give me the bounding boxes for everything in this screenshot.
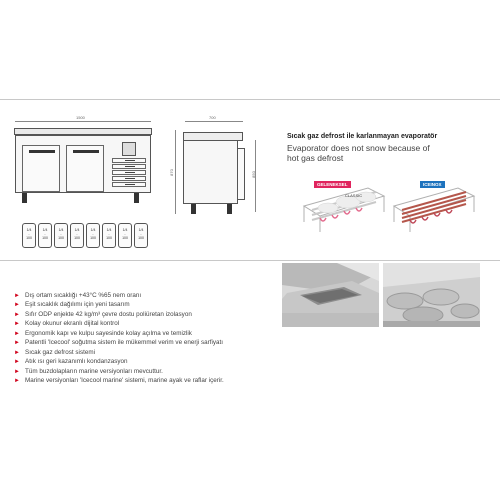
gn-pan-label: 1/4 [58, 228, 64, 232]
gn-pan-label: 100 [26, 236, 32, 240]
feature-item [12, 348, 292, 357]
gn-pan [118, 223, 132, 248]
gn-pan [22, 223, 36, 248]
drawer [112, 176, 146, 181]
right-door [66, 145, 104, 192]
leg [22, 193, 27, 203]
feature-text: Patentli 'Icecool' soğutma sistem ile mükemmel verim ve enerji sarfiyatı [25, 339, 224, 347]
feature-text: Sıfır ODP enjekte 42 kg/m³ çevre dostu poliüretan izolasyon [25, 310, 192, 318]
bullet-arrow-icon: ► [14, 349, 20, 356]
feature-item [12, 338, 292, 347]
gn-pan-label: 100 [106, 236, 112, 240]
classic-tag-label: GELENEKSEL [317, 182, 348, 187]
feature-text: Sıcak gaz defrost sistemi [25, 348, 95, 356]
gn-pan-label: 100 [90, 236, 96, 240]
gn-pan-label: 1/4 [26, 228, 32, 232]
bullet-arrow-icon: ► [14, 359, 20, 366]
gn-pan [70, 223, 84, 248]
evaporator-subtitle-line1: Evaporator does not snow because of [287, 143, 430, 153]
feature-item [12, 367, 292, 376]
feature-text: Ergonomik kapı ve kulpu sayesinde kolay açılma ve temizlik [25, 329, 192, 337]
depth-dimension-line [185, 121, 243, 122]
feature-item [12, 357, 292, 366]
gn-pan-label: 1/4 [138, 228, 144, 232]
bullet-arrow-icon: ► [14, 378, 20, 385]
feature-text: Marine versiyonları 'Icecool marine' sistemi, marine ayak ve raflar içerir. [25, 377, 224, 385]
feature-item [12, 329, 292, 338]
feature-text: Dış ortam sıcaklığı +43°C %65 nem oranı [25, 292, 142, 299]
gn-pan-label: 100 [42, 236, 48, 240]
feature-text: Tüm buzdolapların marine versiyonları mevcuttur. [25, 367, 163, 375]
left-door-handle [29, 150, 55, 153]
height-dimension-line [175, 130, 176, 214]
gn-pan [54, 223, 68, 248]
feature-item [12, 291, 292, 300]
feature-text: Eşit sıcaklık dağılımı için yeni tasarım [25, 301, 130, 309]
gn-pan-label: - [124, 232, 126, 236]
middle-divider [0, 260, 500, 261]
bullet-arrow-icon: ► [14, 302, 20, 309]
gn-pan-label: - [44, 232, 46, 236]
side-body [183, 140, 238, 204]
side-leg [191, 204, 196, 214]
feature-item [12, 310, 292, 319]
open-lid-photo [282, 263, 379, 327]
feature-item [12, 300, 292, 309]
gn-pan-label: 1/4 [122, 228, 128, 232]
evaporator-title: Sıcak gaz defrost ile karlanmayan evaporatör [287, 133, 438, 140]
feature-list [12, 291, 292, 386]
gn-pan-label: 1/4 [106, 228, 112, 232]
drawer [112, 158, 146, 163]
classic-sublabel: CLASSIC [345, 193, 363, 198]
bullet-arrow-icon: ► [14, 321, 20, 328]
height-dimension-label-a: 870 [168, 169, 174, 176]
evaporator-subtitle-line2: hot gas defrost [287, 153, 344, 163]
width-dimension-line [15, 121, 151, 122]
gn-pan [102, 223, 116, 248]
bullet-arrow-icon: ► [14, 330, 20, 337]
control-panel-icon [122, 142, 136, 156]
gn-pan-label: - [108, 232, 110, 236]
bullet-arrow-icon: ► [14, 340, 20, 347]
drawer [112, 182, 146, 187]
gn-pan-label: - [140, 232, 142, 236]
gn-pan-label: 100 [74, 236, 80, 240]
side-leg [227, 204, 232, 214]
height-dimension-label-b: 850 [250, 171, 256, 178]
leg [134, 193, 139, 203]
gn-pan-label: 1/4 [74, 228, 80, 232]
counter-top [14, 128, 152, 135]
width-dimension-label: 1500 [76, 115, 85, 120]
bullet-arrow-icon: ► [14, 293, 20, 299]
top-divider [0, 99, 500, 100]
gn-pan [86, 223, 100, 248]
depth-dimension-label: 700 [209, 115, 216, 120]
iceinox-evaporator-image [388, 168, 480, 246]
right-door-handle [73, 150, 99, 153]
counter-body [15, 135, 151, 193]
left-door [22, 145, 60, 192]
iceinox-tag-label: ICEINOX [423, 182, 442, 187]
gn-pan-label: 100 [138, 236, 144, 240]
classic-evaporator-image [298, 168, 390, 246]
gn-pan-label: - [28, 232, 30, 236]
iceinox-tag [420, 181, 445, 188]
gn-pan-label: - [60, 232, 62, 236]
gn-pan-label: 100 [58, 236, 64, 240]
feature-text: Kolay okunur ekranlı dijital kontrol [25, 320, 120, 328]
drawer [112, 170, 146, 175]
gn-pan-label: 1/4 [90, 228, 96, 232]
gn-pan-label: - [92, 232, 94, 236]
gn-pan-label: 100 [122, 236, 128, 240]
feature-item [12, 319, 292, 328]
gn-pan-label: - [76, 232, 78, 236]
classic-tag [314, 181, 351, 188]
feature-text: Atık ısı geri kazanımlı kondanzasyon [25, 358, 128, 366]
bullet-arrow-icon: ► [14, 368, 20, 375]
drawer [112, 164, 146, 169]
pans-closeup-photo [383, 263, 480, 327]
gn-pan-label: 1/4 [42, 228, 48, 232]
evaporator-subtitle [287, 143, 477, 163]
side-door [237, 148, 245, 200]
gn-pan [134, 223, 148, 248]
feature-item [12, 376, 292, 385]
gn-pan [38, 223, 52, 248]
bullet-arrow-icon: ► [14, 311, 20, 318]
